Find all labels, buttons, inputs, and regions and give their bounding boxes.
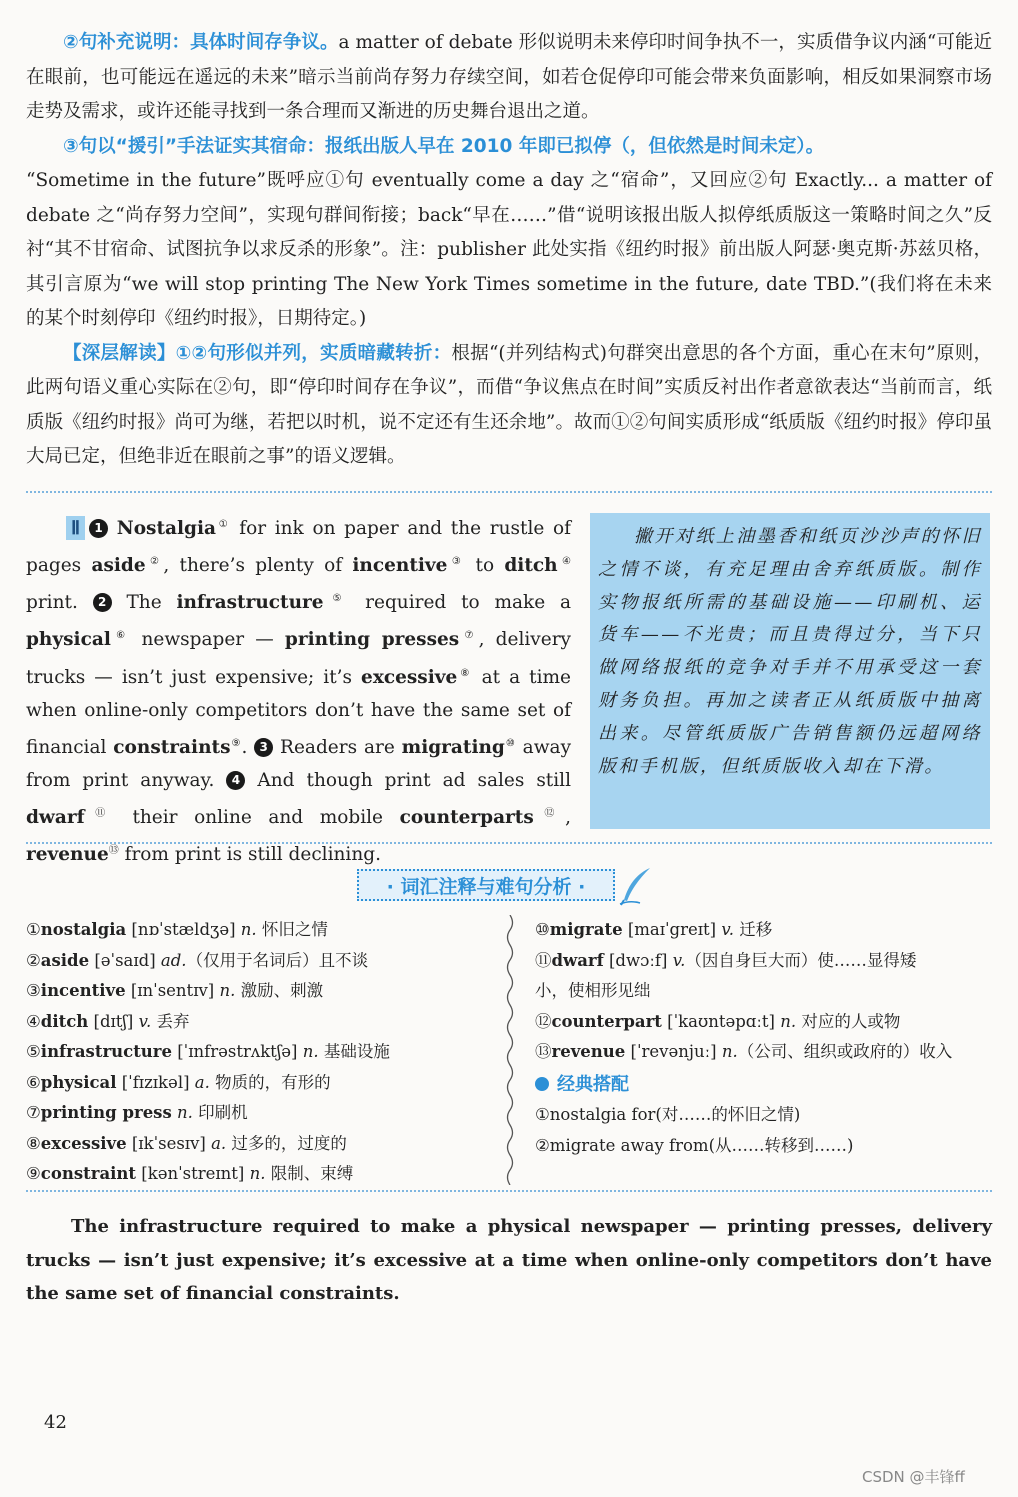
vocab-item: ④ditch [dɪtʃ] v. 丢弃 [26, 1011, 190, 1031]
vocab-item: ⑪dwarf [dwɔːf] v.（因自身巨大而）使……显得矮 [535, 950, 917, 970]
vocab-item: ⑫counterpart [ˈkaʊntəpɑːt] n. 对应的人或物 [535, 1011, 901, 1031]
sentence-number: 1 [89, 519, 108, 538]
analysis-label-2: ③句以“援引”手法证实其宿命：报纸出版人早在 2010 年即已拟停（，但依然是时间未定）。 [63, 135, 825, 157]
divider [26, 491, 992, 493]
vocab-item: ⑩migrate [maɪˈgreɪt] v. 迁移 [535, 920, 773, 939]
sentence-number: 2 [93, 593, 112, 612]
bullet-icon [535, 1077, 549, 1091]
vocab-item-cont: 小，使相形见绌 [535, 981, 651, 1000]
vocab-item: ①nostalgia [nɒˈstældʒə] n. 怀旧之情 [26, 920, 328, 939]
analysis-para-2 [26, 130, 992, 165]
page-number: 42 [44, 1412, 67, 1433]
divider [26, 1190, 992, 1192]
vocab-list-left [26, 915, 496, 1190]
quill-icon [618, 866, 654, 906]
vocab-list-right [535, 915, 993, 1161]
analysis-para-3: “Sometime in the future”既呼应①句 eventually come a day 之“宿命”，又回应②句 Exactly... a matter of debate 之“尚存努力空间”，实现句群间衔接；back“早在……”借“说明该报出版人拟停纸质版这一策略时间之久”反衬“其不甘宿命、试图抗争以求反杀的形象”。注：publisher 此处实指《纽约时报》前出版人阿瑟·奥克斯·苏兹贝格，其引言原为“we will stop printing The New York Times sometime in the future, date TBD.”(我们将在未来的某个时刻停印《纽约时报》，日期待定。) [26, 170, 992, 329]
vocab-item: ⑤infrastructure [ˈɪnfrəstrʌktʃə] n. 基础设施 [26, 1042, 390, 1061]
watermark-credit: CSDN @丰锋ff [862, 1468, 965, 1486]
vocab-item: ③incentive [ɪnˈsentɪv] n. 激励、刺激 [26, 981, 324, 1000]
vocab-item: ⑥physical [ˈfɪzɪkəl] a. 物质的，有形的 [26, 1072, 331, 1092]
section-roman: Ⅱ [66, 516, 85, 540]
collocation-heading: 经典搭配 [535, 1070, 993, 1101]
vocab-section-title: · 词汇注释与难句分析 · [357, 869, 615, 901]
vocab-item: ⑬revenue [ˈrevənjuː] n.（公司、组织或政府的）收入 [535, 1042, 953, 1061]
analysis-label-4: 【深层解读】①②句形似并列，实质暗藏转折： [63, 342, 452, 364]
analysis-label-1: ②句补充说明：具体时间存争议。 [63, 32, 339, 53]
sentence-number: 3 [254, 738, 273, 757]
vocab-item: ②aside [əˈsaɪd] ad.（仅用于名词后）且不谈 [26, 950, 369, 970]
analysis-section [26, 26, 992, 475]
vocab-item: ⑦printing press n. 印刷机 [26, 1103, 248, 1122]
analysis-para-4: 【深层解读】①②句形似并列，实质暗藏转折：根据“(并列结构式)句群突出意思的各个方面，重心在末句”原则，此两句语义重心实际在②句，即“停印时间存在争议”，而借“争议焦点在时间”实质反衬出作者意欲表达“当前而言，纸质版《纽约时报》尚可为继，若把以时机，说不定还有生还余地”。故而①②句间实质形成“纸质版《纽约时报》停印虽大局已定，但绝非近在眼前之事”的语义逻辑。 [26, 342, 992, 467]
divider [26, 842, 992, 844]
wavy-divider [503, 915, 517, 1185]
passage-english: Ⅱ 1 Nostalgia① for ink on paper and the rustle of pages aside②, there’s plenty of incentive③ to ditch④ print. 2 The infrastructure⑤ required to make a physical⑥ newspaper — printing presses⑦, delivery trucks — isn’t just expensive; it’s excessive⑧ at a time when online-only competitors don’t have the same set of financial constraints⑨. 3 Readers are migrating⑩ away from print anyway. 4 And though print ad sales still dwarf⑪ their online and mobile counterparts⑫, revenue⑬ from print is still declining. [26, 517, 572, 866]
collocation-item: ②migrate away from(从……转移到……) [535, 1135, 854, 1155]
passage-translation: 撇开对纸上油墨香和纸页沙沙声的怀旧之情不谈，有充足理由舍弃纸质版。制作实物报纸所需的基础设施——印刷机、运货车——不光贵；而且贵得过分，当下只做网络报纸的竞争对手并不用承受这一套财务负担。再加之读者正从纸质版中抽离出来。尽管纸质版广告销售额仍远超网络版和手机版，但纸质版收入却在下滑。 [590, 513, 990, 829]
vocab-item: ⑨constraint [kənˈstreɪnt] n. 限制、束缚 [26, 1164, 354, 1183]
vocab-item: ⑧excessive [ɪkˈsesɪv] a. 过多的，过度的 [26, 1133, 347, 1153]
difficult-sentence: The infrastructure required to make a physical newspaper — printing presses, delivery trucks — isn’t just expensive; it’s excessive at a time when online-only competitors don’t have the same set of financial constraints. [26, 1216, 992, 1304]
analysis-para-1: ②句补充说明：具体时间存争议。a matter of debate 形似说明未来停印时间争执不一，实质借争议内涵“可能近在眼前，也可能远在遥远的未来”暗示当前尚存努力存续空间，如若仓促停印可能会带来负面影响，相反如果洞察市场走势及需求，或许还能寻找到一条合理而又渐进的历史舞台退出之道。 [26, 32, 993, 122]
collocation-item: ①nostalgia for(对……的怀旧之情) [535, 1105, 801, 1124]
sentence-number: 4 [226, 771, 245, 790]
